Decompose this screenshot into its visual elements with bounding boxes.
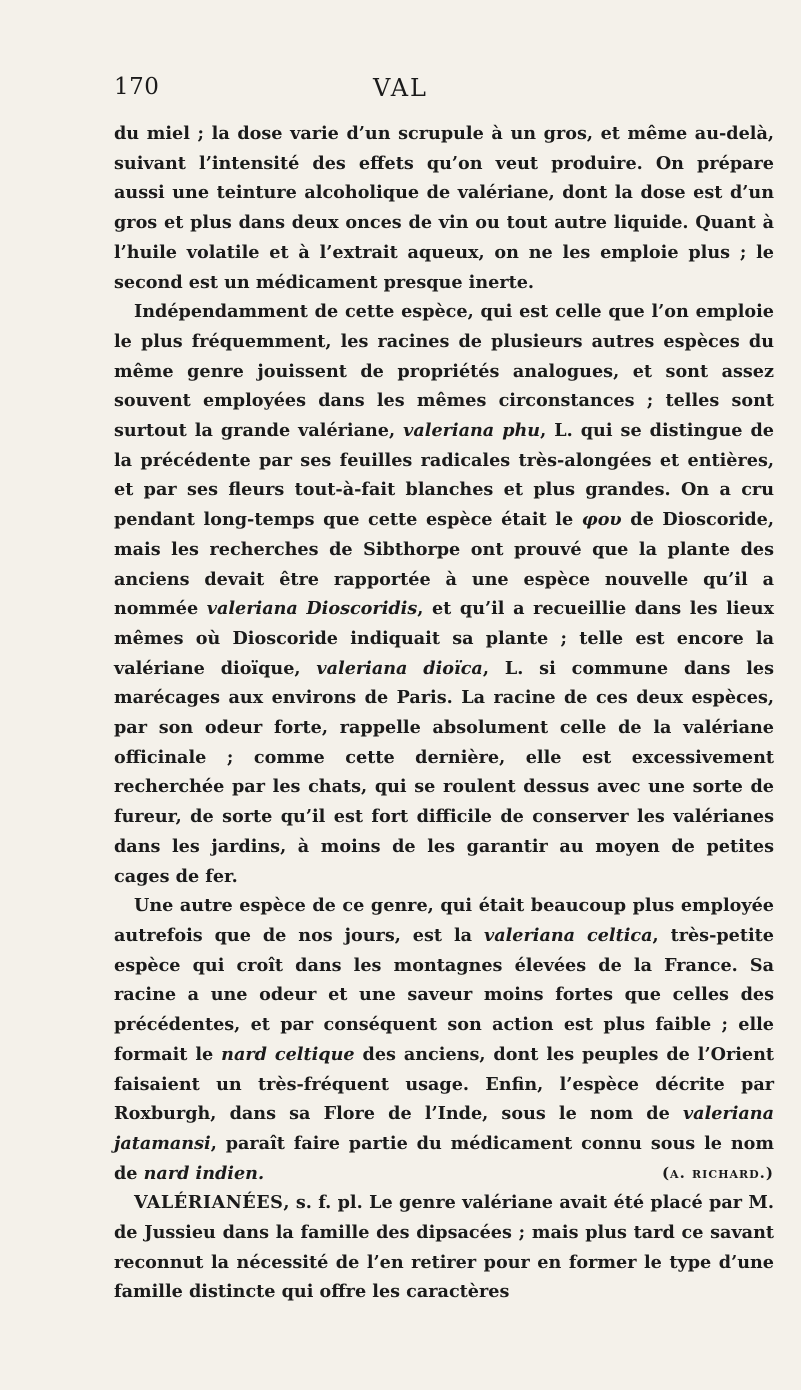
paragraph-2: Indépendamment de cette espèce, qui est celle que l’on emploie le plus fréquemment, les racines de plusieurs autres espèces du même genre jouissent de propriétés analogues, et sont assez souvent employées dans les mêmes circonstances ; telles sont surtout la grande valériane, valeriana phu, L. qui se distingue de la précédente par ses feuilles radicales très-alongées et entières, et par ses fleurs tout-à-fait blanches et plus grandes. On a cru pendant long-temps que cette espèce était le φου de Dioscoride, mais les recherches de Sibthorpe ont prouvé que la plante des anciens devait être rapportée à une espèce nouvelle qu’il a nommée valeriana Dioscoridis, et qu’il a recueillie dans les lieux mêmes où Dioscoride indiquait sa plante ; telle est encore la valériane dioïque, valeriana dioïca, L. si commune dans les marécages aux environs de Paris. La racine de ces deux espèces, par son odeur forte, rappelle absolument celle de la valériane officinale ; comme cette dernière, elle est excessivement recherchée par les chats, qui se roulent dessus avec une sorte de fureur, de sorte qu’il est fort difficile de conserver les valérianes dans les jardins, à moins de les garantir au moyen de petites cages de fer.: [114, 301, 775, 887]
running-head: VAL: [373, 74, 428, 102]
entry-headword: VALÉRIANÉES: [134, 1192, 284, 1214]
species-name: valeriana phu: [403, 420, 541, 442]
page-number: 170: [114, 74, 160, 100]
species-name: valeriana dioïca: [316, 657, 483, 679]
entry-valerianees: VALÉRIANÉES, s. f. pl. Le genre valériane avait été placé par M. de Jussieu dans la famille des dipsacées ; mais plus tard ce savant reconnut la nécessité de l’en retirer pour en former le type d’une famille distincte qui offre les caractères: [114, 1192, 774, 1303]
species-name: valeriana Dioscoridis: [206, 598, 418, 620]
body-text: [114, 119, 774, 1307]
species-name: valeriana celtica: [484, 924, 653, 946]
author-signature: (a. richard.): [661, 1163, 774, 1182]
species-name: valeriana jatamansi: [114, 1103, 774, 1154]
greek-word: φου: [581, 509, 622, 531]
paragraph-3: Une autre espèce de ce genre, qui était beaucoup plus employée autrefois que de nos jours, est la valeriana celtica, très-petite espèce qui croît dans les montagnes élevées de la France. Sa racine a une odeur et une saveur moins fortes que celles des précédentes, et par conséquent son action est plus faible ; elle formait le nard celtique des anciens, dont les peuples de l’Orient faisaient un très-fréquent usage. Enfin, l’espèce décrite par Roxburgh, dans sa Flore de l’Inde, sous le nom de valeriana jatamansi, paraît faire partie du médicament connu sous le nom de nard indien. (a. richard.): [114, 891, 774, 1188]
paragraph-1: du miel ; la dose varie d’un scrupule à un gros, et même au-delà, suivant l’intensité des effets qu’on veut produire. On prépare aussi une teinture alcoholique de valériane, dont la dose est d’un gros et plus dans deux onces de vin ou tout autre liquide. Quant à l’huile volatile et à l’extrait aqueux, on ne les emploie plus ; le second est un médicament presque inerte.: [114, 123, 774, 293]
drug-name: nard indien.: [143, 1162, 265, 1184]
drug-name: nard celtique: [221, 1043, 355, 1065]
